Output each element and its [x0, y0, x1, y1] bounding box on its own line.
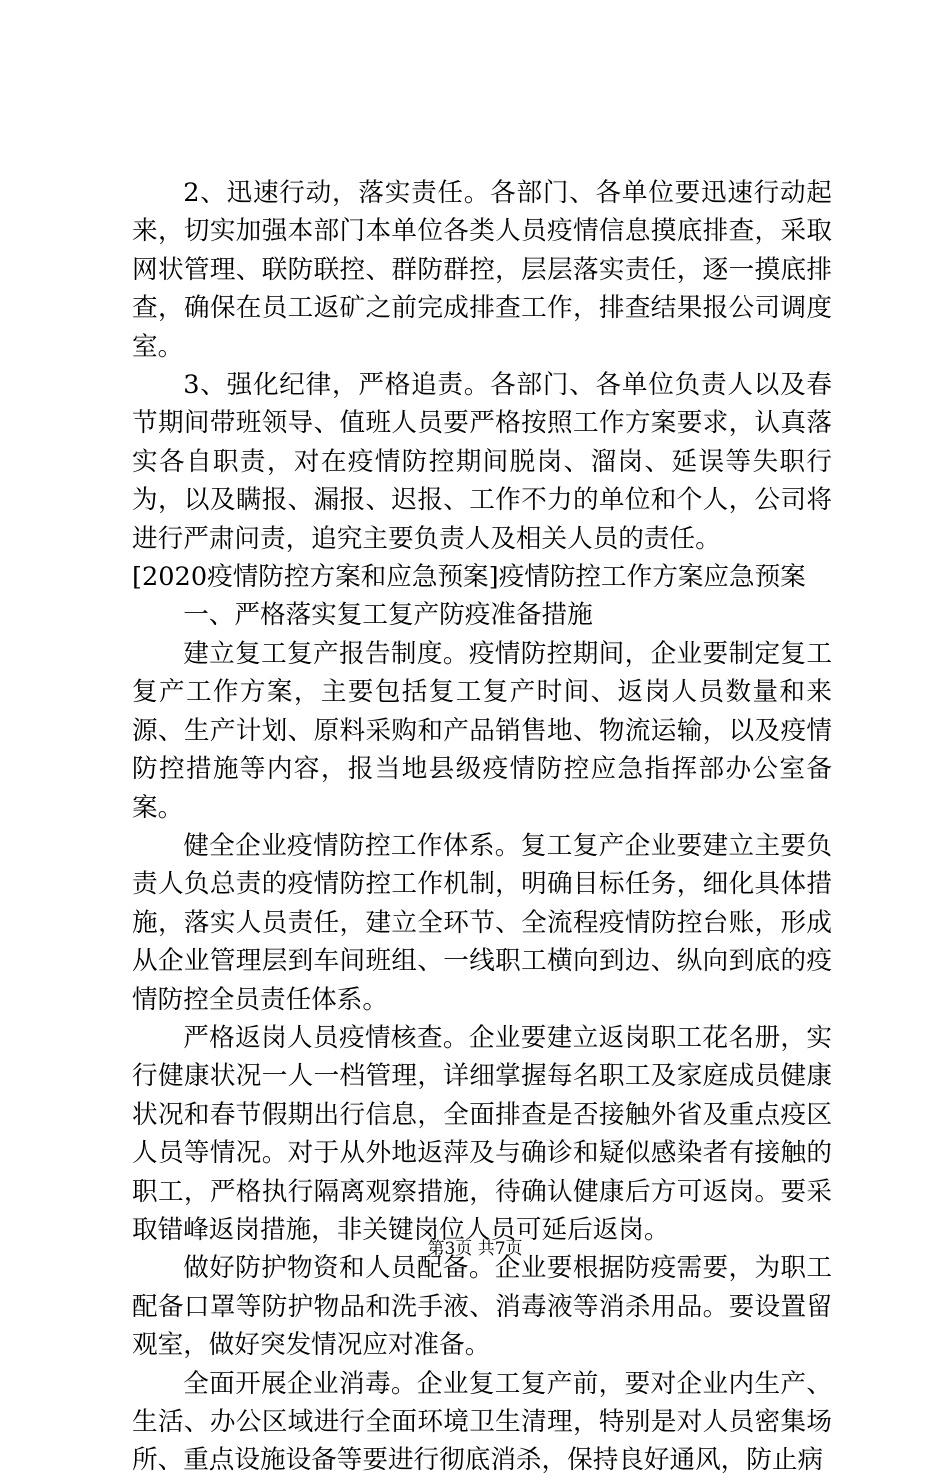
- section-title: [2020疫情防控方案和应急预案]疫情防控工作方案应急预案: [132, 562, 806, 593]
- paragraph-discipline: 3、强化纪律，严格追责。各部门、各单位负责人以及春节期间带班领导、值班人员要严格按照工作方案要求，认真落实各自职责，对在疫情防控期间脱岗、溜岗、延误等失职行为，以及瞒报、漏报、迟报、工作不力的单位和个人，公司将进行严肃问责，追究主要负责人及相关人员的责任。: [132, 370, 832, 554]
- paragraph-rapid-action: 2、迅速行动，落实责任。各部门、各单位要迅速行动起来，切实加强本部门本单位各类人员疫情信息摸底排查，采取网状管理、联防联控、群防群控，层层落实责任，逐一摸底排查，确保在员工返矿之前完成排查工作，排查结果报公司调度室。: [132, 178, 832, 362]
- document-body: [132, 174, 832, 1480]
- section-heading-1: 一、严格落实复工复产防疫准备措施: [183, 600, 593, 631]
- paragraph-disinfection: 全面开展企业消毒。企业复工复产前，要对企业内生产、生活、办公区域进行全面环境卫生清理，特别是对人员密集场所、重点设施设备等要进行彻底消杀，保持良好通风，防止病: [132, 1368, 832, 1476]
- paragraph-report-system: 建立复工复产报告制度。疫情防控期间，企业要制定复工复产工作方案，主要包括复工复产时间、返岗人员数量和来源、生产计划、原料采购和产品销售地、物流运输，以及疫情防控措施等内容，报当地县级疫情防控应急指挥部办公室备案。: [132, 638, 832, 823]
- page-number-footer: 第3页 共7页: [427, 1239, 523, 1259]
- paragraph-protective-supplies: 做好防护物资和人员配备。企业要根据防疫需要，为职工配备口罩等防护物品和洗手液、消毒液等消杀用品。要设置留观室，做好突发情况应对准备。: [132, 1253, 832, 1361]
- paragraph-staff-check: 严格返岗人员疫情核查。企业要建立返岗职工花名册，实行健康状况一人一档管理，详细掌握每名职工及家庭成员健康状况和春节假期出行信息，全面排查是否接触外省及重点疫区人员等情况。对于从外地返萍及与确诊和疑似感染者有接触的职工，严格执行隔离观察措施，待确认健康后方可返岗。要采取错峰返岗措施，非关键岗位人员可延后返岗。: [132, 1022, 832, 1245]
- paragraph-work-system: 健全企业疫情防控工作体系。复工复产企业要建立主要负责人负总责的疫情防控工作机制，明确目标任务，细化具体措施，落实人员责任，建立全环节、全流程疫情防控台账，形成从企业管理层到车间班组、一线职工横向到边、纵向到底的疫情防控全员责任体系。: [132, 830, 832, 1015]
